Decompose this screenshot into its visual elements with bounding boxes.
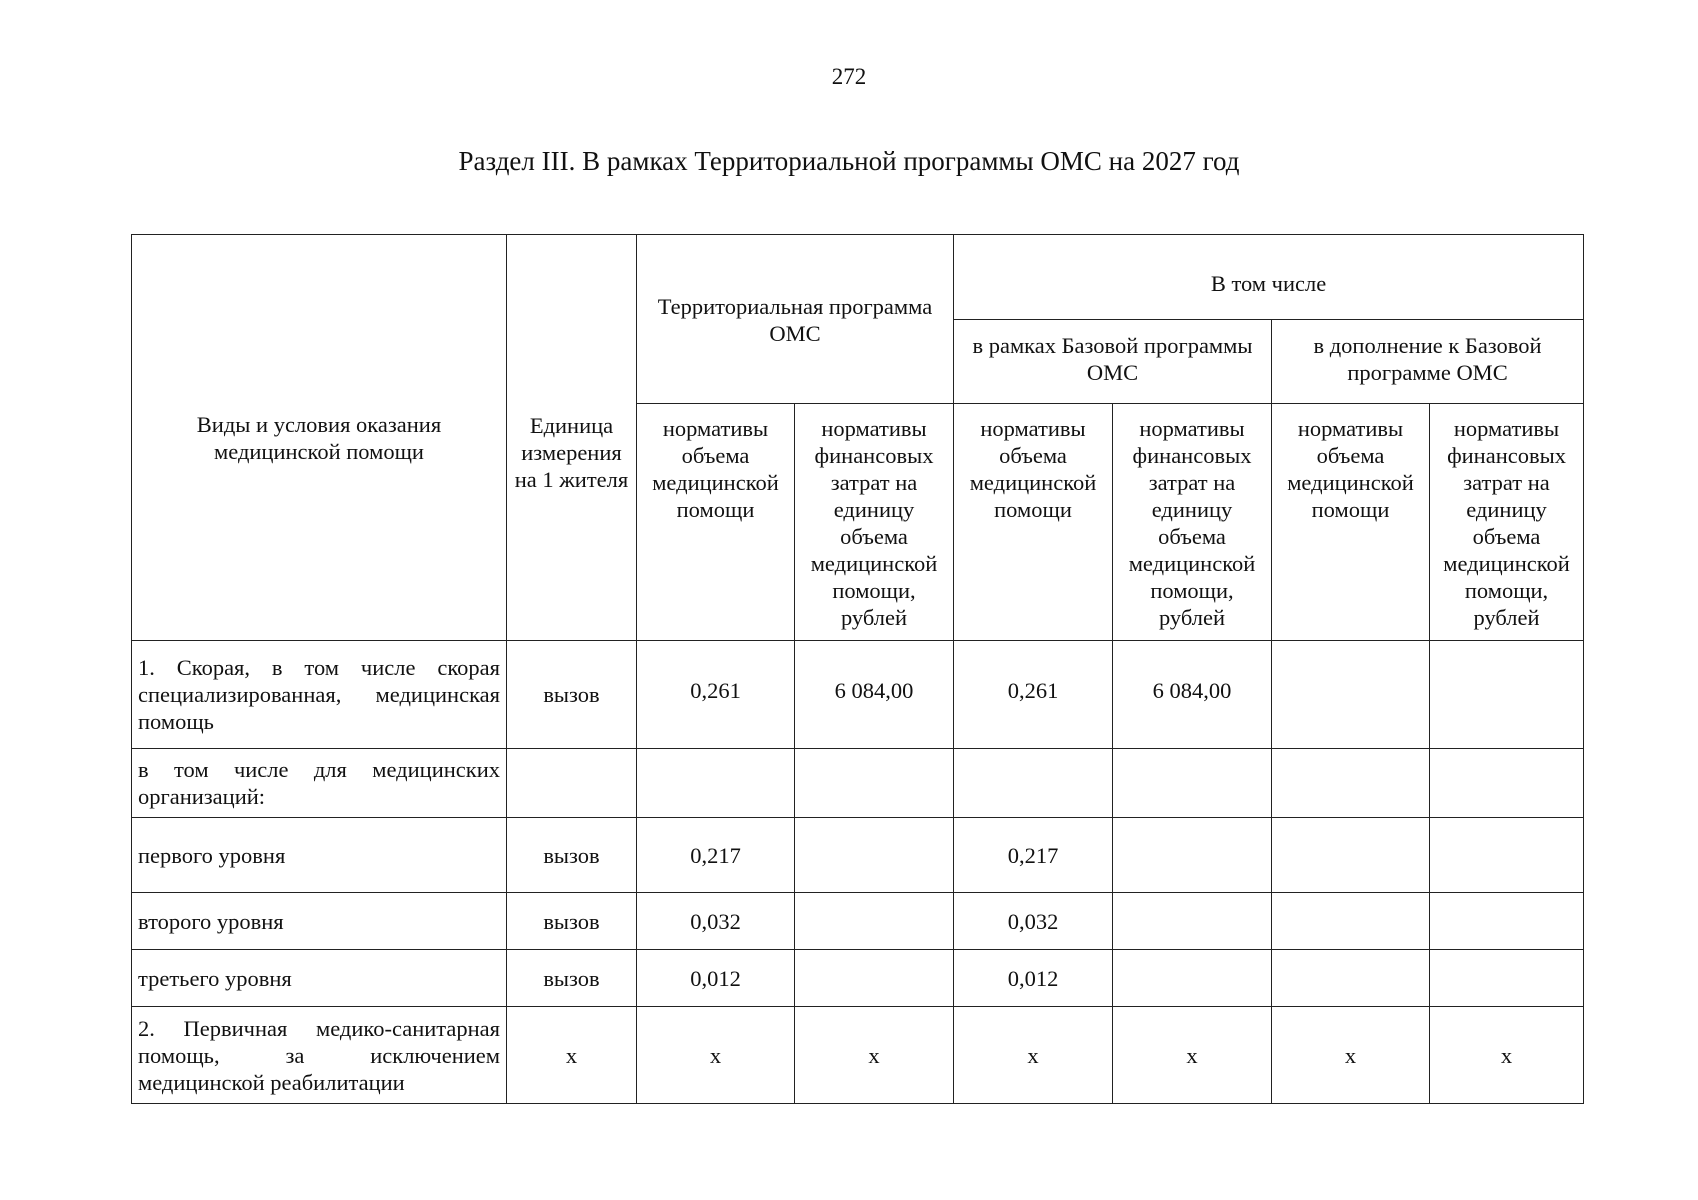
cell-terr-volume: х	[637, 1007, 795, 1104]
cell-terr-cost	[795, 950, 954, 1007]
cell-supp-cost	[1430, 749, 1584, 818]
row-label: первого уровня	[132, 818, 507, 893]
cell-terr-volume: 0,261	[637, 641, 795, 749]
cell-basic-volume: 0,217	[954, 818, 1113, 893]
cell-terr-cost	[795, 893, 954, 950]
row-label: 2. Первичная медико-санитарная помощь, за исключением медицинской реабилитации	[132, 1007, 507, 1104]
norms-table-container	[131, 234, 1584, 1104]
cell-basic-cost	[1113, 818, 1272, 893]
table-row	[132, 893, 1584, 950]
cell-basic-cost: х	[1113, 1007, 1272, 1104]
cell-basic-cost: 6 084,00	[1113, 641, 1272, 749]
cell-terr-cost: х	[795, 1007, 954, 1104]
table-row	[132, 641, 1584, 749]
row-unit: вызов	[507, 950, 637, 1007]
header-terr-volume: нормативы объема медицинской помощи	[637, 404, 795, 641]
header-terr-cost: нормативы финансовых затрат на единицу объема медицинской помощи, рублей	[795, 404, 954, 641]
header-supp-volume: нормативы объема медицинской помощи	[1272, 404, 1430, 641]
cell-basic-cost	[1113, 749, 1272, 818]
cell-supp-cost	[1430, 641, 1584, 749]
page-number: 272	[831, 64, 867, 89]
row-unit	[507, 749, 637, 818]
cell-supp-volume	[1272, 749, 1430, 818]
cell-basic-cost	[1113, 893, 1272, 950]
cell-supp-cost	[1430, 950, 1584, 1007]
cell-supp-volume	[1272, 893, 1430, 950]
cell-terr-volume: 0,032	[637, 893, 795, 950]
row-label: второго уровня	[132, 893, 507, 950]
row-unit: х	[507, 1007, 637, 1104]
table-row	[132, 818, 1584, 893]
section-title: Раздел III. В рамках Территориальной программы ОМС на 2027 год	[458, 146, 1240, 176]
header-including: В том числе	[954, 235, 1584, 320]
row-unit: вызов	[507, 893, 637, 950]
cell-terr-volume: 0,012	[637, 950, 795, 1007]
cell-basic-volume: 0,012	[954, 950, 1113, 1007]
header-basic: в рамках Базовой программы ОМС	[954, 320, 1272, 404]
table-header	[132, 235, 1584, 641]
cell-basic-volume: 0,032	[954, 893, 1113, 950]
cell-basic-volume: х	[954, 1007, 1113, 1104]
header-kinds: Виды и условия оказания медицинской помощи	[132, 235, 507, 641]
cell-supp-volume	[1272, 950, 1430, 1007]
table-row	[132, 950, 1584, 1007]
header-supplement: в дополнение к Базовой программе ОМС	[1272, 320, 1584, 404]
table-row	[132, 1007, 1584, 1104]
table-body	[132, 641, 1584, 1104]
header-unit: Единица измерения на 1 жителя	[507, 235, 637, 641]
row-unit: вызов	[507, 818, 637, 893]
cell-basic-cost	[1113, 950, 1272, 1007]
norms-table	[131, 234, 1584, 1104]
cell-terr-cost: 6 084,00	[795, 641, 954, 749]
cell-terr-volume	[637, 749, 795, 818]
cell-supp-volume	[1272, 641, 1430, 749]
header-territorial: Территориальная программа ОМС	[637, 235, 954, 404]
row-label: 1. Скорая, в том числе скорая специализированная, медицинская помощь	[132, 641, 507, 749]
cell-basic-volume: 0,261	[954, 641, 1113, 749]
cell-supp-cost	[1430, 893, 1584, 950]
cell-terr-cost	[795, 818, 954, 893]
cell-supp-volume: х	[1272, 1007, 1430, 1104]
header-supp-cost: нормативы финансовых затрат на единицу объема медицинской помощи, рублей	[1430, 404, 1584, 641]
cell-basic-volume	[954, 749, 1113, 818]
row-label: третьего уровня	[132, 950, 507, 1007]
header-basic-cost: нормативы финансовых затрат на единицу объема медицинской помощи, рублей	[1113, 404, 1272, 641]
cell-supp-volume	[1272, 818, 1430, 893]
cell-terr-cost	[795, 749, 954, 818]
cell-supp-cost: х	[1430, 1007, 1584, 1104]
cell-supp-cost	[1430, 818, 1584, 893]
header-basic-volume: нормативы объема медицинской помощи	[954, 404, 1113, 641]
table-row	[132, 749, 1584, 818]
row-label: в том числе для медицинских организаций:	[132, 749, 507, 818]
cell-terr-volume: 0,217	[637, 818, 795, 893]
row-unit: вызов	[507, 641, 637, 749]
